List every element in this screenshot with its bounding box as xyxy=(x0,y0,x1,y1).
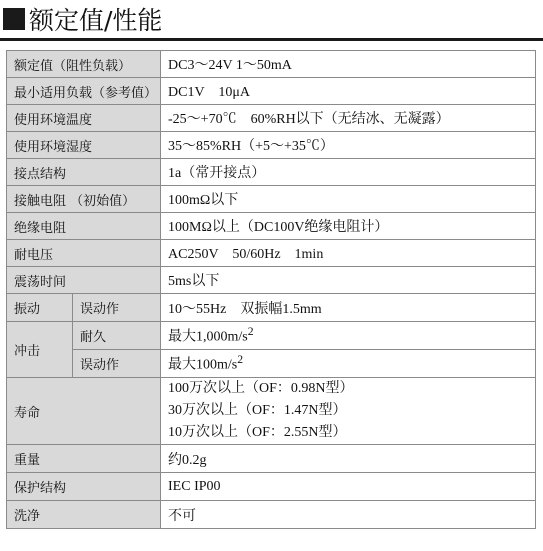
row-label: 接点结构 xyxy=(7,159,161,186)
row-label: 洗净 xyxy=(7,501,161,529)
row-sub-label: 耐久 xyxy=(73,322,161,350)
table-row xyxy=(7,267,536,294)
table-row xyxy=(7,51,536,78)
row-label: 使用环境温度 xyxy=(7,105,161,132)
row-label: 绝缘电阻 xyxy=(7,213,161,240)
row-value: DC3～24V 1～50mA xyxy=(161,51,536,78)
row-label: 接触电阻 （初始值） xyxy=(7,186,161,213)
table-row xyxy=(7,378,536,445)
row-label: 振动 xyxy=(7,294,73,322)
row-value xyxy=(161,378,536,445)
section-heading xyxy=(3,2,162,36)
row-value: -25～+70℃ 60%RH以下（无结冰、无凝露） xyxy=(161,105,536,132)
row-label: 保护结构 xyxy=(7,473,161,501)
unit-exponent: 2 xyxy=(237,353,244,367)
row-value: 不可 xyxy=(161,501,536,529)
row-label: 额定值（阻性负载） xyxy=(7,51,161,78)
table-row xyxy=(7,350,536,378)
table-row xyxy=(7,473,536,501)
table-row xyxy=(7,445,536,473)
row-value: IEC IP00 xyxy=(161,473,536,501)
row-value: 5ms以下 xyxy=(161,267,536,294)
shock-durability-value: 最大1,000m/s xyxy=(168,329,248,345)
row-label: 冲击 xyxy=(7,322,73,378)
row-label: 震荡时间 xyxy=(7,267,161,294)
table-row xyxy=(7,159,536,186)
row-label: 使用环境湿度 xyxy=(7,132,161,159)
row-value: 约0.2g xyxy=(161,445,536,473)
row-value xyxy=(161,322,536,350)
section-title: 额定值/性能 xyxy=(29,6,163,35)
table-row xyxy=(7,213,536,240)
row-value: 10～55Hz 双振幅1.5mm xyxy=(161,294,536,322)
square-bullet-icon xyxy=(3,8,25,30)
unit-exponent: 2 xyxy=(247,325,254,339)
table-row xyxy=(7,501,536,529)
heading-underline xyxy=(0,38,543,41)
table-row xyxy=(7,132,536,159)
row-value: 100mΩ以下 xyxy=(161,186,536,213)
row-value: 100MΩ以上（DC100V绝缘电阻计） xyxy=(161,213,536,240)
table-row xyxy=(7,240,536,267)
table-row xyxy=(7,322,536,350)
row-value: AC250V 50/60Hz 1min xyxy=(161,240,536,267)
table-row xyxy=(7,105,536,132)
table-row xyxy=(7,186,536,213)
row-sub-label: 误动作 xyxy=(73,350,161,378)
row-sub-label: 误动作 xyxy=(73,294,161,322)
row-label: 耐电压 xyxy=(7,240,161,267)
life-line: 10万次以上（OF：2.55N型） xyxy=(168,425,347,440)
row-value: DC1V 10μA xyxy=(161,78,536,105)
life-line: 30万次以上（OF：1.47N型） xyxy=(168,403,347,418)
shock-malfunction-value: 最大100m/s xyxy=(168,357,238,373)
row-value xyxy=(161,350,536,378)
row-label: 重量 xyxy=(7,445,161,473)
table-row xyxy=(7,294,536,322)
row-label: 寿命 xyxy=(7,378,161,445)
life-line: 100万次以上（OF：0.98N型） xyxy=(168,381,354,396)
row-value: 1a（常开接点） xyxy=(161,159,536,186)
row-label: 最小适用负载（参考值） xyxy=(7,78,161,105)
table-row xyxy=(7,78,536,105)
spec-table xyxy=(6,50,536,529)
row-value: 35～85%RH（+5～+35℃） xyxy=(161,132,536,159)
